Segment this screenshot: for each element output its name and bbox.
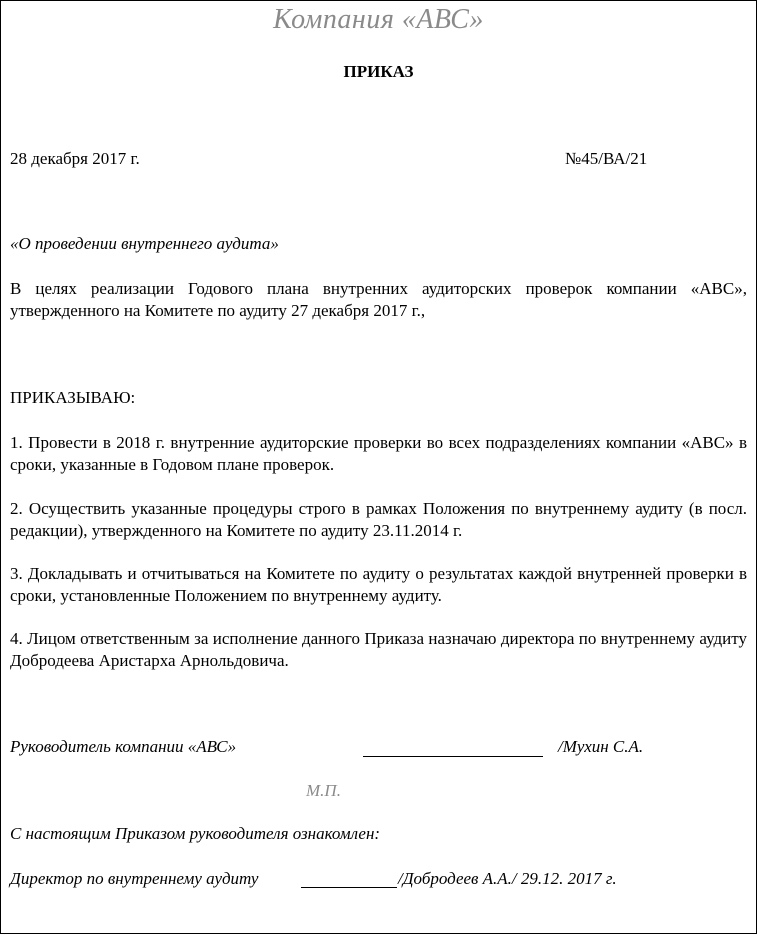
director-signature: /Добродеев А.А./ 29.12. 2017 г.	[398, 869, 617, 888]
order-subject: «О проведении внутреннего аудита»	[10, 234, 279, 253]
company-header: Компания «АВС»	[273, 4, 484, 35]
preamble-paragraph: В целях реализации Годового плана внутренних аудиторских проверок компании «АВС», утвержденного на Комитете по аудиту 27 декабря 2017 г.,	[10, 279, 747, 320]
order-item-4: 4. Лицом ответственным за исполнение данного Приказа назначаю директора по внутреннему аудиту Добродеева Аристарха Арнольдовича.	[10, 629, 747, 670]
stamp-placeholder: М.П.	[306, 781, 341, 800]
director-role: Директор по внутреннему аудиту	[10, 869, 259, 888]
order-item-2: 2. Осуществить указанные процедуры строго в рамках Положения по внутреннему аудиту (в посл. редакции), утвержденного на Комитете по аудиту 23.11.2014 г.	[10, 499, 747, 540]
order-date: 28 декабря 2017 г.	[10, 149, 140, 168]
acknowledgement-text: С настоящим Приказом руководителя ознакомлен:	[10, 824, 381, 843]
document-title: ПРИКАЗ	[343, 62, 414, 81]
order-heading: ПРИКАЗЫВАЮ:	[10, 388, 136, 407]
signature-line	[363, 756, 543, 757]
order-number: №45/ВА/21	[565, 149, 648, 168]
order-item-3: 3. Докладывать и отчитываться на Комитете по аудиту о результатах каждой внутренней проверки в сроки, установленные Положением по внутреннему аудиту.	[10, 564, 747, 605]
order-item-1: 1. Провести в 2018 г. внутренние аудиторские проверки во всех подразделениях компании «АВС» в сроки, указанные в Годовом плане проверок.	[10, 433, 747, 474]
signatory-name: /Мухин С.А.	[558, 737, 644, 756]
director-signature-line	[301, 887, 397, 888]
signatory-role: Руководитель компании «АВС»	[10, 737, 237, 756]
